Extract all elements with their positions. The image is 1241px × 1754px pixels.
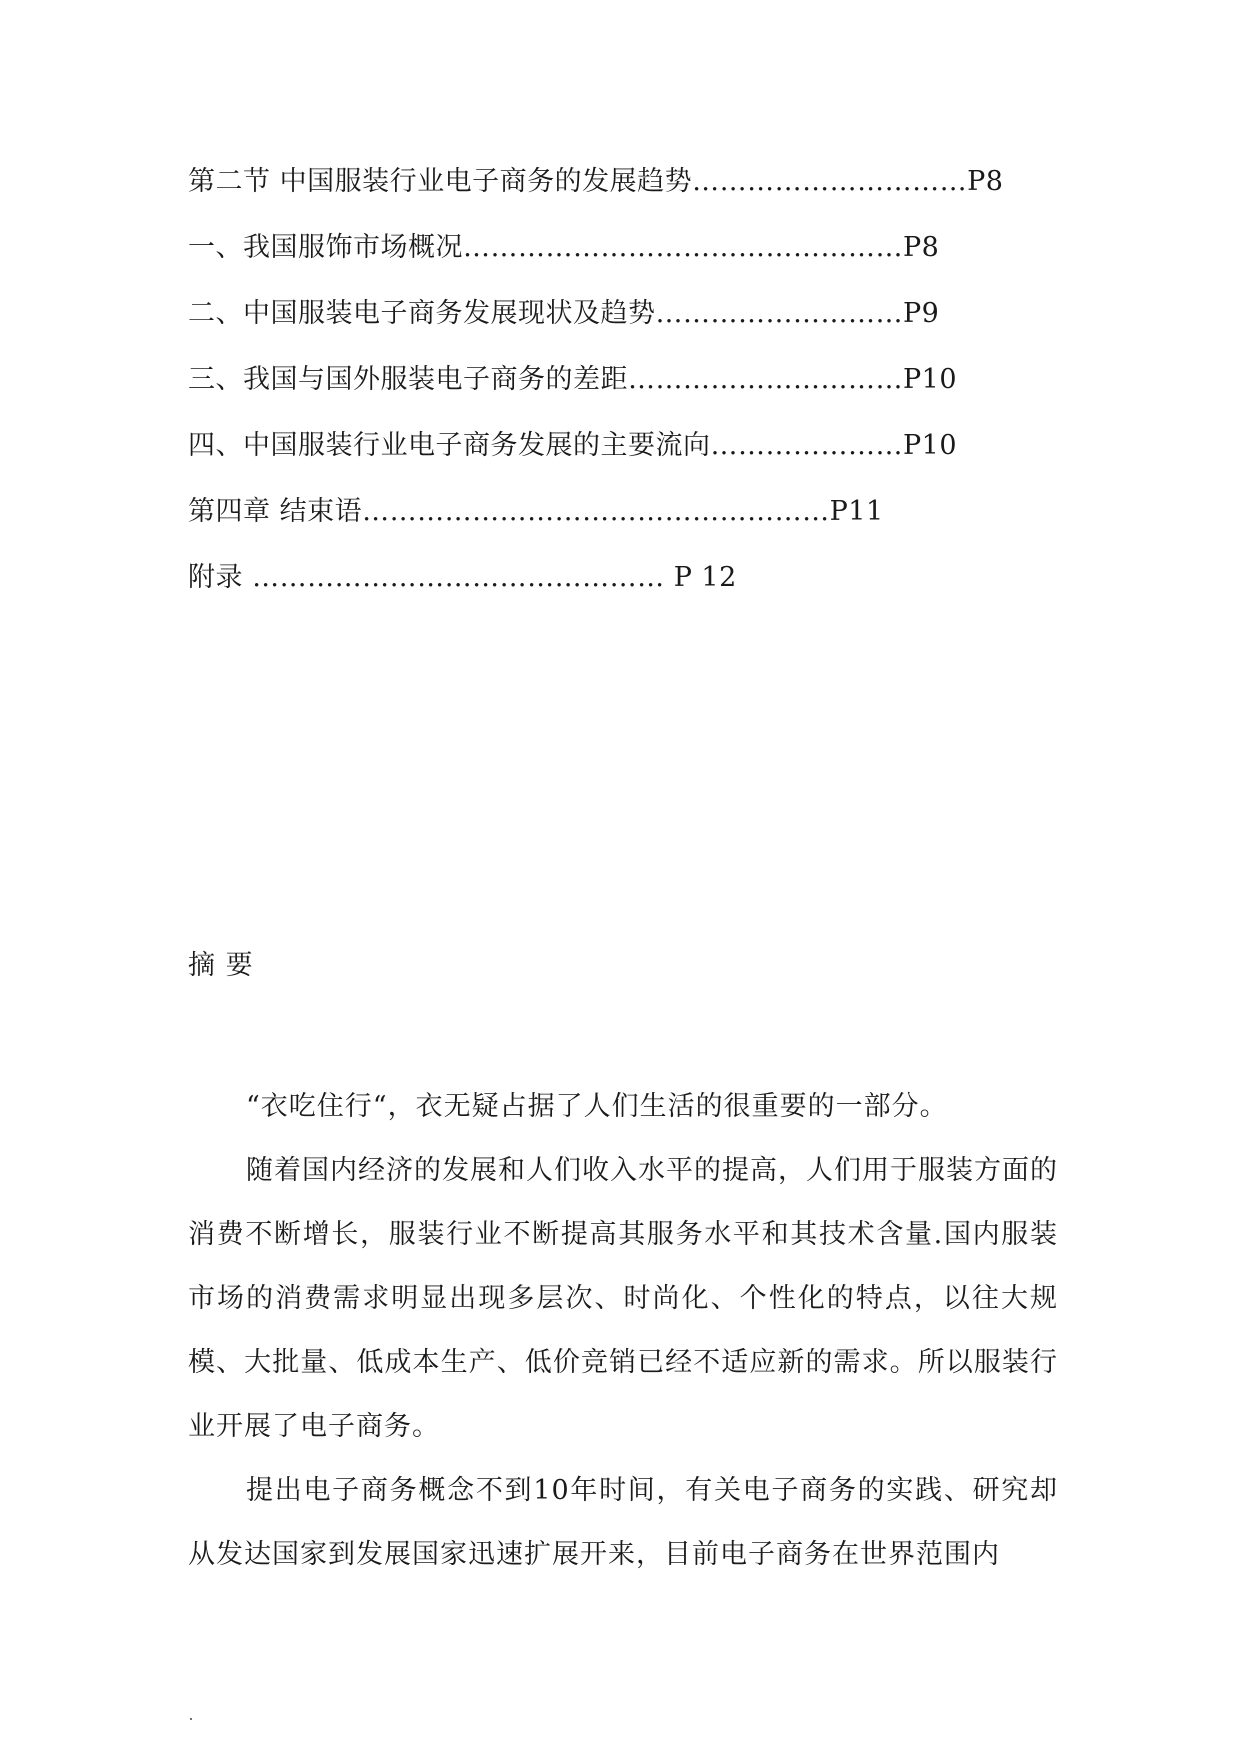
footer-dot <box>190 1718 192 1720</box>
abstract-body <box>188 1075 1058 1587</box>
toc-entry-leader: ………………………… <box>692 166 968 197</box>
toc-entry-leader: ………………………… <box>628 364 903 395</box>
toc-entry-title: 一、我国服饰市场概况 <box>188 232 463 263</box>
toc-entry <box>188 290 1068 356</box>
toc-entry-page: P10 <box>903 430 958 461</box>
toc-entry-title: 第二节 中国服装行业电子商务的发展趋势 <box>188 166 693 197</box>
toc-entry-page: P 12 <box>673 562 737 593</box>
toc-entry-title: 第四章 结束语 <box>188 496 363 527</box>
toc-entry-leader: ……………………………………… <box>252 562 674 593</box>
toc-entry-page: P11 <box>829 496 884 527</box>
toc-entry-title: 三、我国与国外服装电子商务的差距 <box>188 364 628 395</box>
toc-entry <box>188 422 1068 488</box>
toc-entry-page: P8 <box>903 232 940 263</box>
toc-entry-leader: ………………………………………… <box>463 232 903 263</box>
toc-entry-title: 附录 <box>188 562 253 593</box>
toc-entry <box>188 356 1068 422</box>
toc-entry-page: P10 <box>903 364 958 395</box>
toc-entry <box>188 224 1068 290</box>
toc-entry-leader: ………………… <box>710 430 903 461</box>
toc-entry <box>188 554 1068 620</box>
abstract-paragraph: 提出电子商务概念不到10年时间，有关电子商务的实践、研究却从发达国家到发展国家迅速扩展开来，目前电子商务在世界范围内 <box>188 1475 1058 1570</box>
toc-entry-leader: …………………………………………… <box>362 496 830 527</box>
toc-entry <box>188 488 1068 554</box>
toc-entry-title: 四、中国服装行业电子商务发展的主要流向 <box>188 430 711 461</box>
toc-entry-leader: ……………………… <box>655 298 903 329</box>
toc-entry-page: P9 <box>903 298 940 329</box>
abstract-paragraph: 随着国内经济的发展和人们收入水平的提高，人们用于服装方面的消费不断增长，服装行业不断提高其服务水平和其技术含量.国内服装市场的消费需求明显出现多层次、时尚化、个性化的特点，以往大规模、大批量、低成本生产、低价竞销已经不适应新的需求。所以服装行业开展了电子商务。 <box>188 1155 1058 1442</box>
toc-entry-title: 二、中国服装电子商务发展现状及趋势 <box>188 298 656 329</box>
abstract-heading: 摘 要 <box>188 950 254 981</box>
abstract-paragraph: “衣吃住行“，衣无疑占据了人们生活的很重要的一部分。 <box>246 1091 948 1122</box>
table-of-contents <box>188 158 1068 620</box>
toc-entry-page: P8 <box>967 166 1004 197</box>
toc-entry <box>188 158 1068 224</box>
